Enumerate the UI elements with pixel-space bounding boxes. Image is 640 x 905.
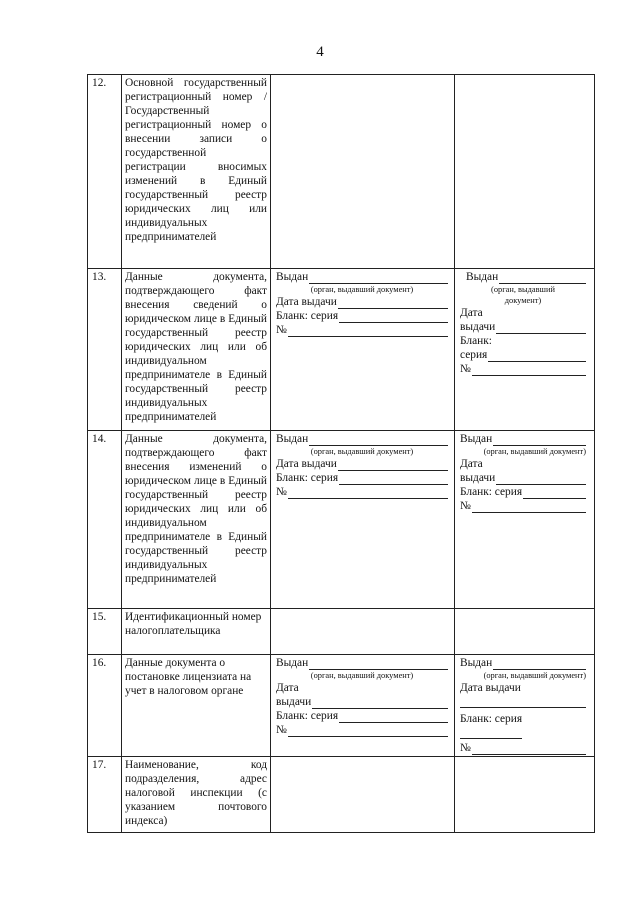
value-cell-2[interactable] [455, 609, 595, 655]
issuer-caption: (орган, выдавший документ) [310, 285, 414, 294]
table-row [88, 269, 595, 431]
row-number: 14. [88, 431, 122, 609]
number-field[interactable]: № [460, 499, 586, 513]
issue-date-field[interactable]: Дата выдачи [276, 457, 448, 471]
table-row [88, 431, 595, 609]
row-number: 15. [88, 609, 122, 655]
issued-by-field[interactable]: Выдан [276, 270, 448, 284]
issued-by-field[interactable]: Выдан [460, 656, 586, 670]
row-description: Данные документа, подтверждающего факт внесения изменений о юридическом лице в Единый государственный реестр юридических лиц или об индивидуальном предпринимателе в Единый государственный реестр индивидуальных предпринимателей [122, 431, 271, 609]
issuer-caption: (орган, выдавший [491, 285, 555, 294]
issue-date-label: Дата выдачи [460, 682, 521, 694]
row-description: Идентификационный номер налогоплательщика [122, 609, 271, 655]
blank-series-label: Бланк: серия [460, 713, 523, 725]
issued-by-field[interactable]: Выдан [460, 270, 586, 284]
value-cell-1[interactable] [271, 757, 455, 833]
row-number: 13. [88, 269, 122, 431]
row-number: 12. [88, 75, 122, 269]
value-cell-1[interactable] [271, 609, 455, 655]
issue-date-field[interactable]: выдачи [276, 695, 448, 709]
number-field[interactable]: № [276, 723, 448, 737]
issued-by-field[interactable]: Выдан [276, 432, 448, 446]
table-row [88, 75, 595, 269]
document-fields-cell-1 [271, 655, 455, 757]
row-description: Данные документа, подтверждающего факт внесения сведений о юридическом лице в Единый государственный реестр юридических лиц или об индивидуальном предпринимателе в Единый государственный реестр индивидуальных предпринимателей [122, 269, 271, 431]
issue-date-label: Дата [460, 458, 483, 470]
issue-date-field[interactable]: Дата выдачи [276, 295, 448, 309]
blank-series-field[interactable]: Бланк: серия [460, 485, 586, 499]
row-description: Основной государственный регистрационный номер / Государственный регистрационный номер о внесении записи о государственной регистрации вносимых изменений в Единый государственный реестр юридических лиц или индивидуальных предпринимателей [122, 75, 271, 269]
issue-date-label: Дата [276, 682, 299, 694]
number-field[interactable]: № [276, 485, 448, 499]
issued-by-field[interactable]: Выдан [276, 656, 448, 670]
issued-by-field[interactable]: Выдан [460, 432, 586, 446]
row-number: 16. [88, 655, 122, 757]
document-fields-cell-1 [271, 269, 455, 431]
document-fields-cell-2 [455, 655, 595, 757]
row-description: Наименование, код подразделения, адрес налоговой инспекции (с указанием почтового индекса) [122, 757, 271, 833]
issue-date-label: Дата [460, 307, 483, 319]
series-field[interactable]: серия [460, 348, 586, 362]
issuer-caption: (орган, выдавший документ) [483, 447, 586, 456]
issue-date-line[interactable] [460, 695, 586, 708]
value-cell-1[interactable] [271, 75, 455, 269]
issuer-caption: (орган, выдавший документ) [483, 671, 586, 680]
blank-series-field[interactable]: Бланк: серия [276, 709, 448, 723]
number-field[interactable]: № [460, 362, 586, 376]
document-fields-cell-2 [455, 269, 595, 431]
issuer-caption: (орган, выдавший документ) [310, 447, 414, 456]
issuer-caption: (орган, выдавший документ) [310, 671, 414, 680]
issue-date-field[interactable]: выдачи [460, 471, 586, 485]
form-table [87, 74, 595, 833]
page-number: 4 [316, 44, 324, 60]
value-cell-2[interactable] [455, 757, 595, 833]
row-description: Данные документа о постановке лицензиата на учет в налоговом органе [122, 655, 271, 757]
blank-series-field[interactable]: Бланк: серия [276, 309, 448, 323]
table-row [88, 655, 595, 757]
value-cell-2[interactable] [455, 75, 595, 269]
number-field[interactable]: № [276, 323, 448, 337]
blank-series-field[interactable]: Бланк: серия [276, 471, 448, 485]
issue-date-field[interactable]: выдачи [460, 320, 586, 334]
number-field[interactable]: № [460, 741, 586, 755]
issuer-caption: документ) [504, 296, 542, 305]
document-fields-cell-1 [271, 431, 455, 609]
row-number: 17. [88, 757, 122, 833]
table-row [88, 757, 595, 833]
series-line[interactable] [460, 726, 522, 739]
blank-label: Бланк: [460, 335, 492, 347]
document-fields-cell-2 [455, 431, 595, 609]
table-row [88, 609, 595, 655]
